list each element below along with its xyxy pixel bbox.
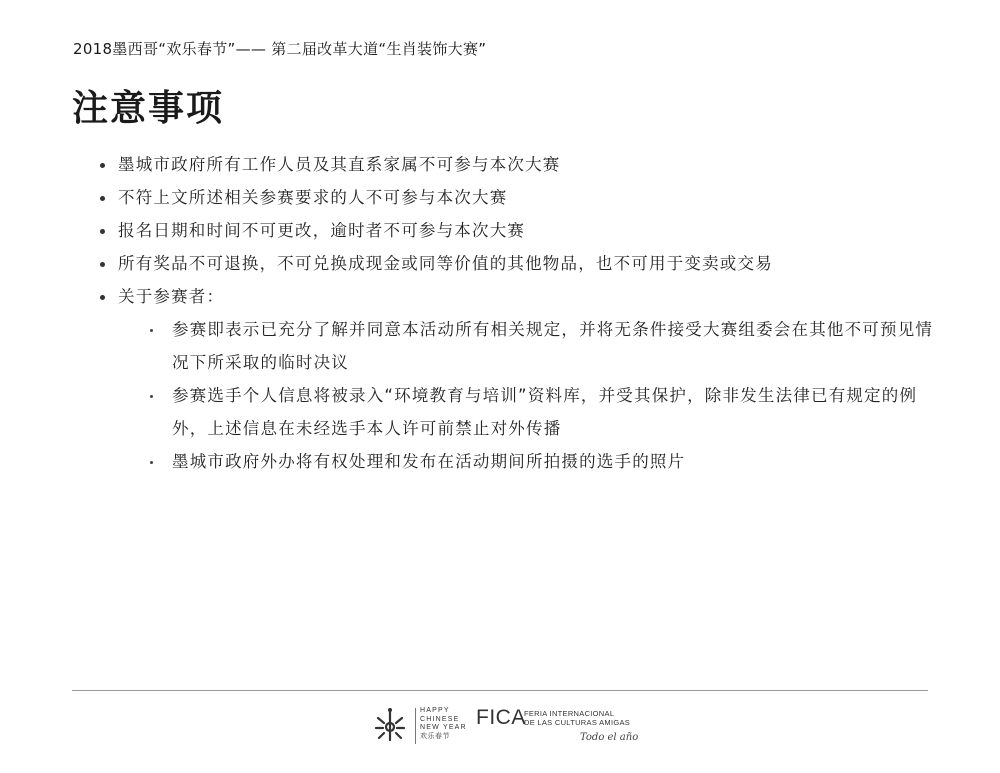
fica-description: FERIA INTERNACIONAL DE LAS CULTURAS AMIGAS (524, 709, 631, 727)
footer-divider (72, 690, 928, 691)
list-item-participants (96, 280, 936, 478)
list-item-label: 关于参赛者： (118, 287, 225, 306)
page-title: 注意事项 (72, 88, 225, 129)
fica-tagline: Todo el año (580, 732, 639, 743)
list-item: 所有奖品不可退换，不可兑换成现金或同等价值的其他物品，也不可用于变卖或交易 (96, 247, 936, 280)
document-header: 2018墨西哥“欢乐春节”—— 第二届改革大道“生肖装饰大赛” (73, 40, 487, 58)
happy-chinese-new-year-logo-icon (370, 706, 410, 746)
fica-logo: FICA (476, 706, 526, 729)
list-item: 不符上文所述相关参赛要求的人不可参与本次大赛 (96, 181, 936, 214)
sub-list-item: 参赛即表示已充分了解并同意本活动所有相关规定，并将无条件接受大赛组委会在其他不可预见情况下所采取的临时决议 (146, 313, 936, 379)
happy-chinese-new-year-text: HAPPY CHINESE NEW YEAR 欢乐春节 (420, 707, 467, 740)
logo-separator (415, 708, 416, 744)
list-item: 墨城市政府所有工作人员及其直系家属不可参与本次大赛 (96, 148, 936, 181)
sub-list-item: 参赛选手个人信息将被录入“环境教育与培训”资料库，并受其保护，除非发生法律已有规定的例外，上述信息在未经选手本人许可前禁止对外传播 (146, 379, 936, 445)
footer-logos (370, 702, 640, 752)
notice-list (96, 148, 936, 478)
list-item: 报名日期和时间不可更改，逾时者不可参与本次大赛 (96, 214, 936, 247)
participant-sublist (118, 313, 936, 478)
sub-list-item: 墨城市政府外办将有权处理和发布在活动期间所拍摄的选手的照片 (146, 445, 936, 478)
